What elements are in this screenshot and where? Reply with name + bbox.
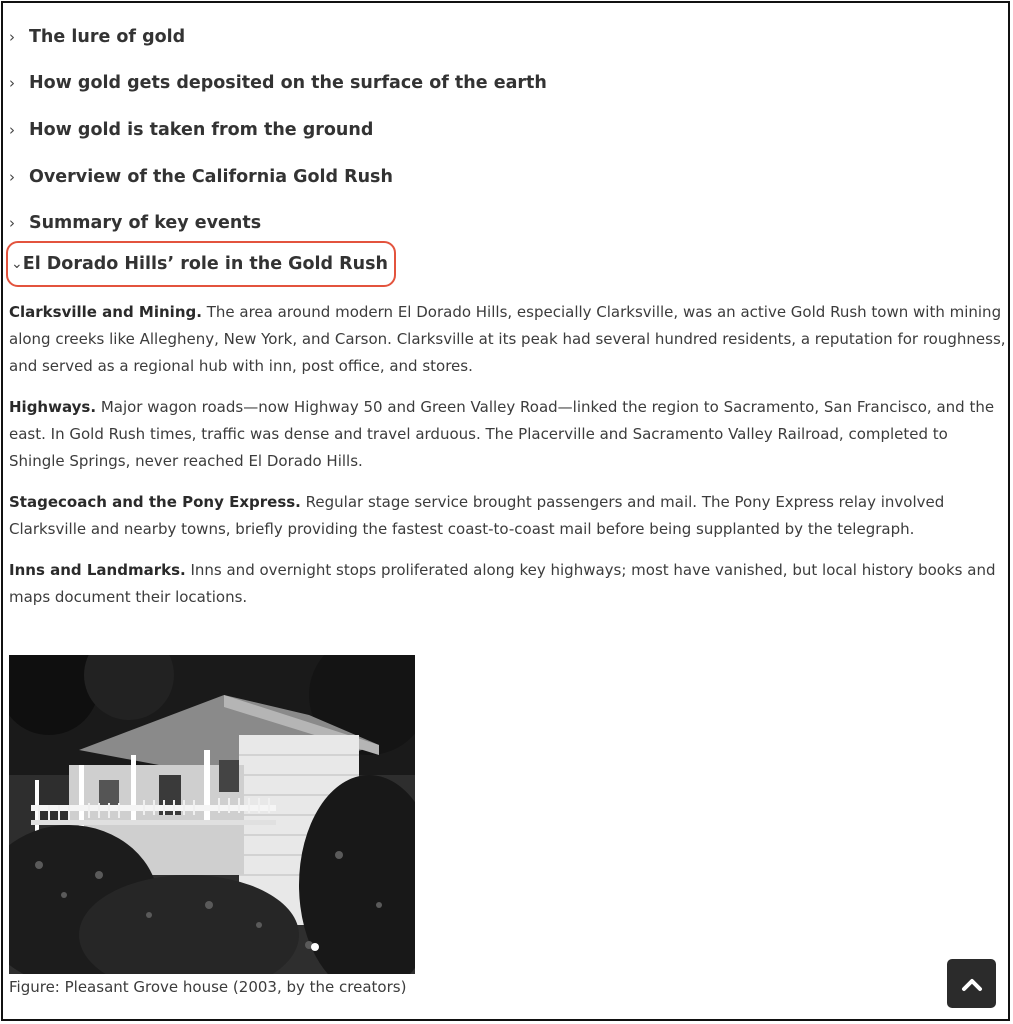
section-text: The area around modern El Dorado Hills, especially Clarksville, was an active Gold Rush town with mining along creeks like Allegheny, New York, and Carson. Clarksville at its peak had several hundred residents, a reputation for roughness, and served as a regional hub with inn, post office, and stores. — [9, 303, 1006, 375]
section-text: Inns and overnight stops proliferated along key highways; most have vanished, but local history books and maps document their locations. — [9, 561, 996, 606]
section-heading: Clarksville and Mining. — [9, 303, 202, 321]
section-inns — [9, 557, 1007, 611]
accordion-item-el-dorado-hills[interactable] — [6, 241, 396, 287]
accordion-item-gold-taken[interactable] — [9, 115, 373, 145]
chevron-right-icon: › — [9, 28, 15, 46]
section-heading: Highways. — [9, 398, 97, 416]
accordion-item-label: How gold gets deposited on the surface of the earth — [29, 73, 547, 93]
accordion-item-overview[interactable] — [9, 162, 393, 192]
accordion-item-label: Overview of the California Gold Rush — [29, 167, 393, 187]
section-text: Major wagon roads—now Highway 50 and Green Valley Road—linked the region to Sacramento, San Francisco, and the east. In Gold Rush times, traffic was dense and travel arduous. The Placerville and Sacramento Valley Railroad, completed to Shingle Springs, never reached El Dorado Hills. — [9, 398, 995, 470]
accordion-panel — [9, 299, 1007, 625]
accordion-item-key-events[interactable] — [9, 208, 261, 238]
chevron-down-icon: ⌄ — [11, 256, 23, 272]
back-to-top-button[interactable] — [947, 959, 996, 1008]
accordion-item-label: Summary of key events — [29, 213, 262, 233]
accordion-item-label: How gold is taken from the ground — [29, 120, 374, 140]
accordion-item-gold-deposited[interactable] — [9, 68, 547, 98]
accordion-item-label: El Dorado Hills’ role in the Gold Rush — [22, 254, 388, 274]
section-text: Regular stage service brought passengers and mail. The Pony Express relay involved Clarksville and nearby towns, briefly providing the fastest coast-to-coast mail before being supplanted by the telegraph. — [9, 493, 945, 538]
section-heading: Stagecoach and the Pony Express. — [9, 493, 301, 511]
section-heading: Inns and Landmarks. — [9, 561, 186, 579]
section-highways — [9, 394, 1007, 475]
chevron-right-icon: › — [9, 74, 15, 92]
section-clarksville — [9, 299, 1007, 380]
chevron-up-icon — [961, 976, 983, 992]
section-stagecoach — [9, 489, 1007, 543]
chevron-right-icon: › — [9, 214, 15, 232]
house-photo — [9, 655, 415, 974]
chevron-right-icon: › — [9, 168, 15, 186]
page-frame — [1, 1, 1010, 1021]
accordion-item-lure-of-gold[interactable] — [9, 22, 185, 52]
chevron-right-icon: › — [9, 121, 15, 139]
accordion-item-label: The lure of gold — [29, 27, 186, 47]
figure-caption: Figure: Pleasant Grove house (2003, by the creators) — [9, 978, 407, 996]
figure — [9, 655, 415, 996]
